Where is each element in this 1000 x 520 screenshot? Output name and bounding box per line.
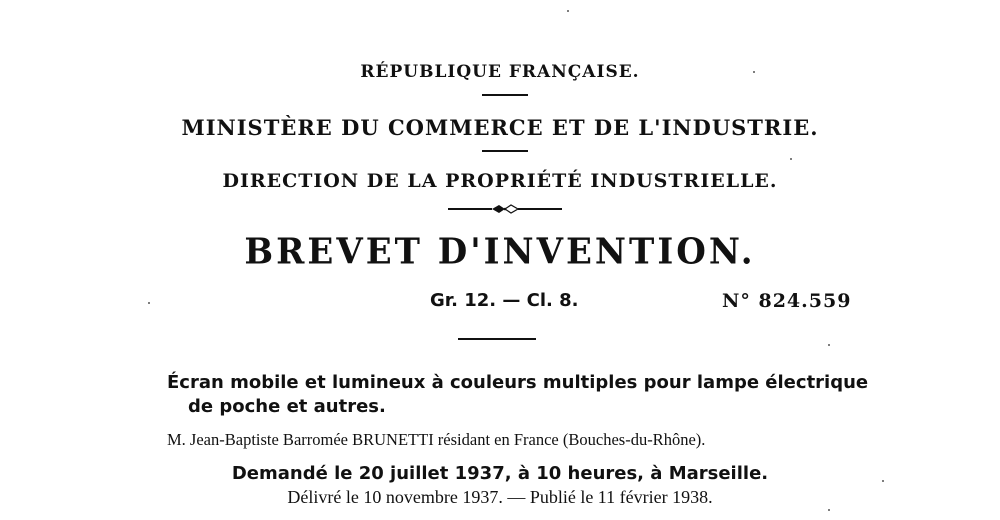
divider-rule [458, 338, 536, 340]
direction-heading: DIRECTION DE LA PROPRIÉTÉ INDUSTRIELLE. [222, 170, 778, 192]
speck [753, 71, 755, 73]
speck [148, 302, 150, 304]
application-date: Demandé le 20 juillet 1937, à 10 heures, à Marseille. [231, 463, 769, 484]
divider-rule [482, 94, 528, 96]
document-type-title: BREVET D'INVENTION. [244, 231, 756, 273]
issue-publication-date: Délivré le 10 novembre 1937. — Publié le 11 février 1938. [287, 487, 713, 507]
speck [882, 480, 884, 482]
classification: Gr. 12. — Cl. 8. [430, 290, 579, 311]
speck [567, 10, 569, 12]
ministry-heading: MINISTÈRE DU COMMERCE ET DE L'INDUSTRIE. [181, 115, 819, 140]
invention-title-line-1: Écran mobile et lumineux à couleurs multiples pour lampe électrique [167, 372, 869, 393]
speck [790, 158, 792, 160]
invention-title-line-2: de poche et autres. [188, 396, 386, 417]
inventor-line: M. Jean-Baptiste Barromée BRUNETTI résidant en France (Bouches-du-Rhône). [167, 430, 706, 449]
patent-number: N° 824.559 [722, 290, 852, 312]
divider-rule [482, 150, 528, 152]
ornament-divider [448, 203, 562, 215]
speck [828, 509, 830, 511]
republic-heading: RÉPUBLIQUE FRANÇAISE. [360, 62, 640, 82]
speck [828, 344, 830, 346]
